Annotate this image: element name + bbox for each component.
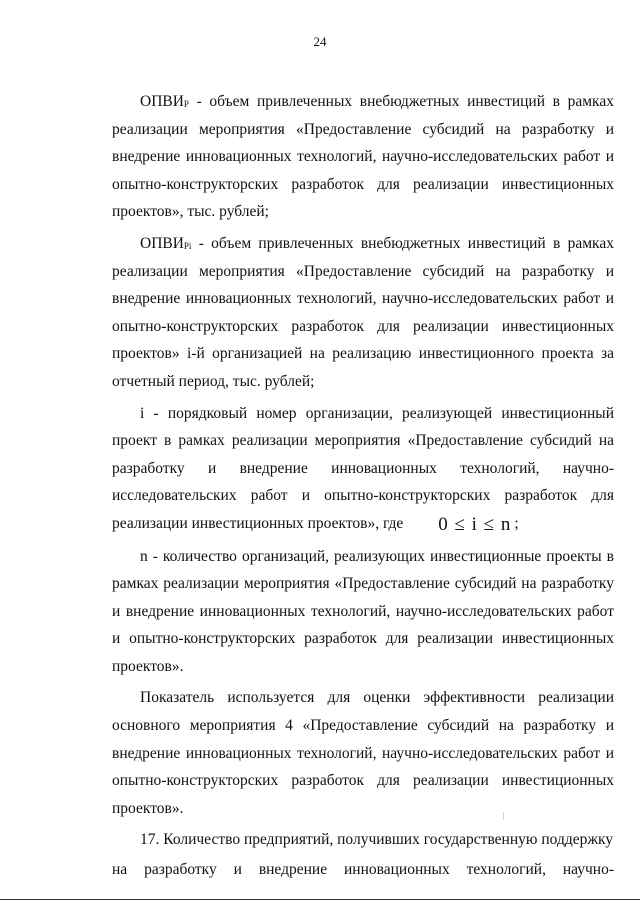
- item-17-heading: 17. Количество предприятий, получивших государственную поддержку: [140, 831, 614, 849]
- definition-opvi-pi: $ОПВИ_{Рi}$ - объем привлеченных внебюджетных инвестиций в рамках реализации мероприятия «Предоставление субсидий на разработку и внедрение инновационных технологий, научно-исследовательских работ и опытно-конструкторских разработок для реализации инвестиционных проектов» i-й организацией на реализацию инвестиционного проекта за отчетный период, тыс. рублей;: [112, 234, 614, 390]
- page-number: 24: [313, 34, 327, 49]
- formula-range: 0 ≤ i ≤ n: [438, 513, 512, 535]
- word: разработку: [144, 861, 217, 879]
- word: технологий,: [466, 861, 546, 879]
- word: инновационных: [343, 861, 450, 879]
- definition-opvi-p: $ОПВИ_Р$ - объем привлеченных внебюджетных инвестиций в рамках реализации мероприятия «Предоставление субсидий на разработку и внедрение инновационных технологий, научно-исследовательских работ и опытно-конструкторских разработок для реализации инвестиционных проектов», тыс. рублей;: [112, 93, 614, 221]
- word: внедрение: [258, 861, 328, 879]
- scan-artifact: [503, 812, 504, 820]
- word: и: [233, 861, 242, 879]
- document-body: [112, 88, 614, 884]
- indicator-usage-paragraph: Показатель используется для оценки эффективности реализации основного мероприятия 4 «Предоставление субсидий на разработку и внедрение инновационных технологий, научно-исследовательских работ и опытно-конструкторских разработок для реализации инвестиционных проектов».: [112, 689, 614, 817]
- term-opvi-p: $ОПВИ_Р$: [140, 93, 189, 110]
- definition-i: i - порядковый номер организации, реализующей инвестиционный проект в рамках реализации мероприятия «Предоставление субсидий на разработку и внедрение инновационных технологий, научно-исследовательских работ и опытно-конструкторских разработок для реализации инвестиционных проектов», где 0 ≤ i ≤ n ;: [112, 400, 614, 539]
- word: на: [112, 861, 128, 879]
- term-opvi-pi: $ОПВИ_{Рi}$: [140, 234, 192, 252]
- definition-n: n - количество организаций, реализующих инвестиционные проекты в рамках реализации мероприятия «Предоставление субсидий на разработку и внедрение инновационных технологий, научно-исследовательских работ и опытно-конструкторских разработок для реализации инвестиционных проектов».: [112, 547, 614, 675]
- word: научно-: [562, 861, 614, 879]
- item-17-continuation: [112, 856, 614, 884]
- page-bottom-rule: [0, 899, 640, 900]
